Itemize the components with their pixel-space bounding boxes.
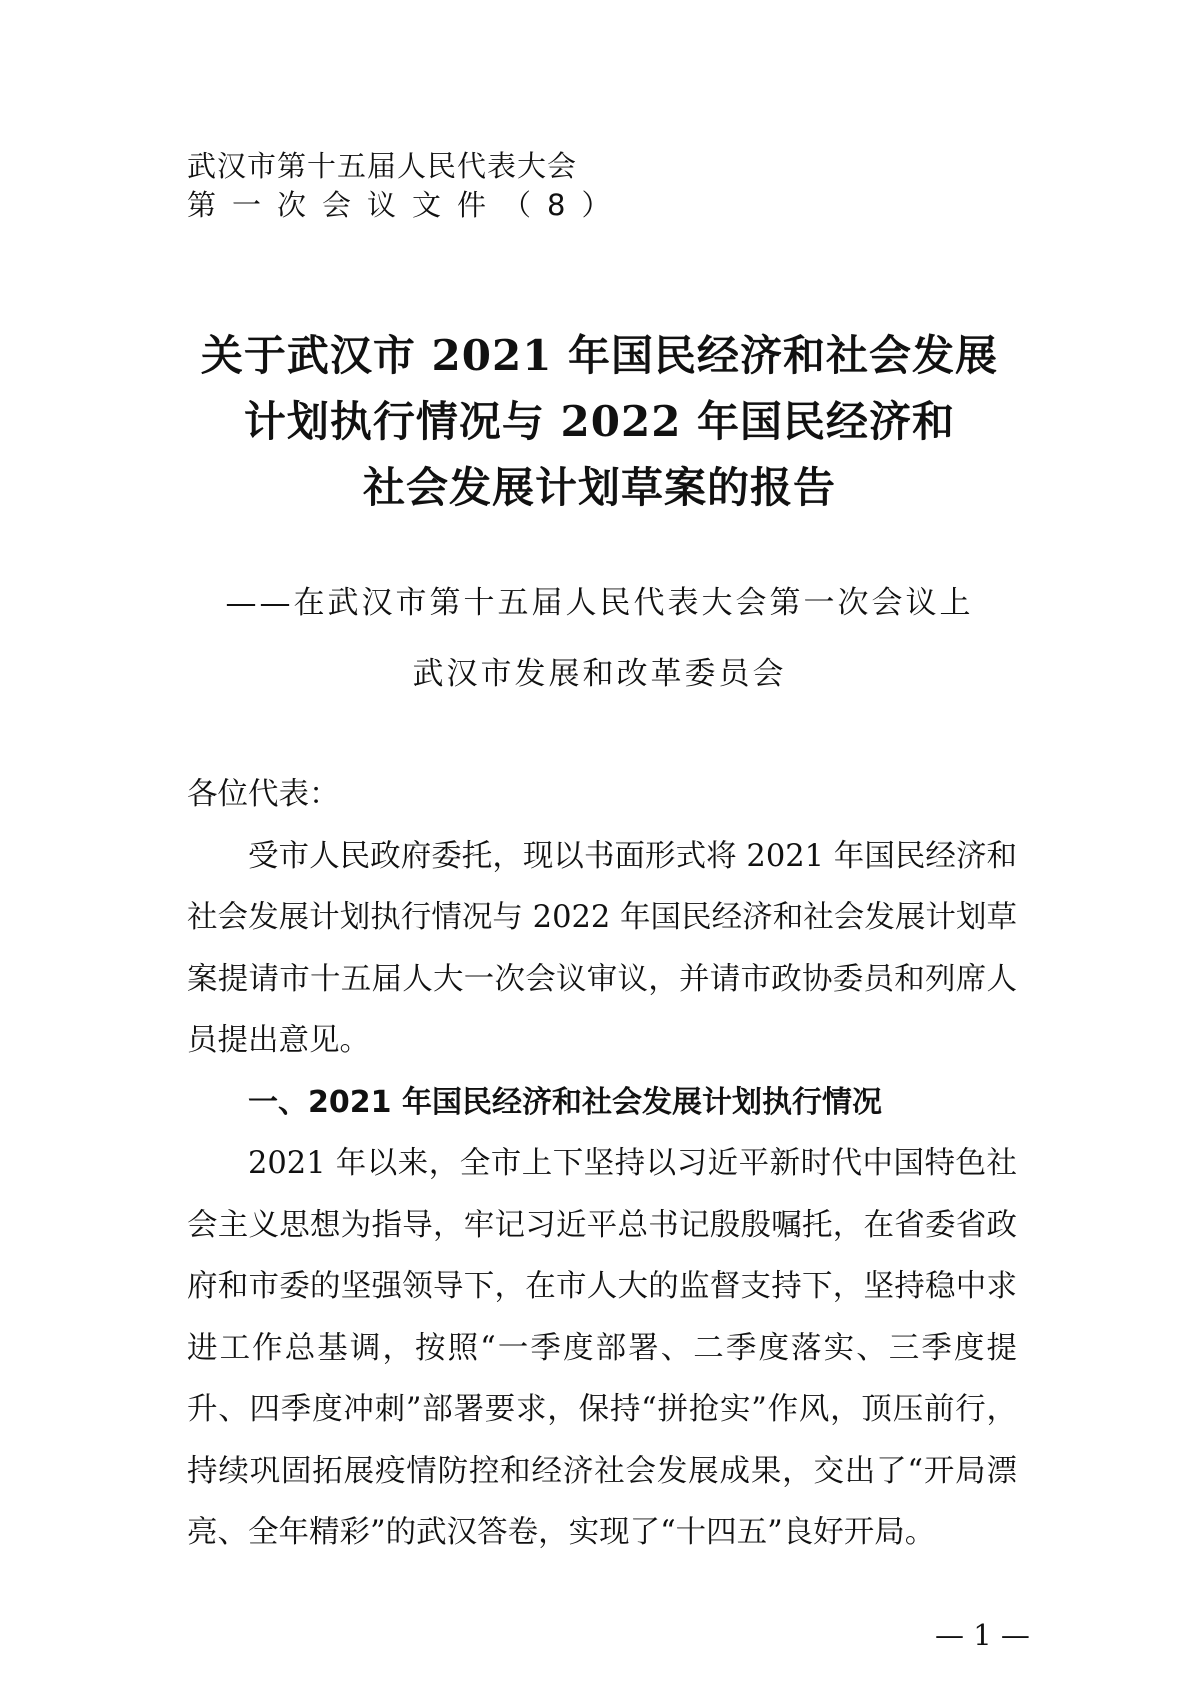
report-body <box>187 764 1017 1564</box>
title-line-2: 计划执行情况与 2022 年国民经济和 <box>243 397 956 446</box>
body-paragraph: 2021 年以来，全市上下坚持以习近平新时代中国特色社会主义思想为指导，牢记习近平总书记殷殷嘱托，在省委省政府和市委的坚强领导下，在市人大的监督支持下，坚持稳中求进工作总基调，按照“一季度部署、二季度落实、三季度提升、四季度冲刺”部署要求，保持“拼抢实”作风，顶压前行，持续巩固拓展疫情防控和经济社会发展成果，交出了“开局漂亮、全年精彩”的武汉答卷，实现了“十四五”良好开局。 <box>187 1146 1017 1550</box>
section-heading: 一、2021 年国民经济和社会发展计划执行情况 <box>248 1084 882 1120</box>
document-number: 第一次会议文件（8） <box>187 188 627 222</box>
report-subtitle: ——在武汉市第十五届人民代表大会第一次会议上 <box>225 585 974 621</box>
title-line-3: 社会发展计划草案的报告 <box>362 463 836 512</box>
report-title <box>0 323 1199 521</box>
meeting-name: 武汉市第十五届人民代表大会 <box>187 149 578 183</box>
intro-paragraph: 受市人民政府委托，现以书面形式将 2021 年国民经济和社会发展计划执行情况与 2022 年国民经济和社会发展计划草案提请市十五届人大一次会议审议，并请市政协委员和列席人员提出意见。 <box>187 838 1017 1058</box>
salutation: 各位代表： <box>187 777 340 812</box>
page-number: — 1 — <box>935 1618 1030 1652</box>
title-line-1: 关于武汉市 2021 年国民经济和社会发展 <box>200 331 999 380</box>
report-author: 武汉市发展和改革委员会 <box>412 656 787 692</box>
